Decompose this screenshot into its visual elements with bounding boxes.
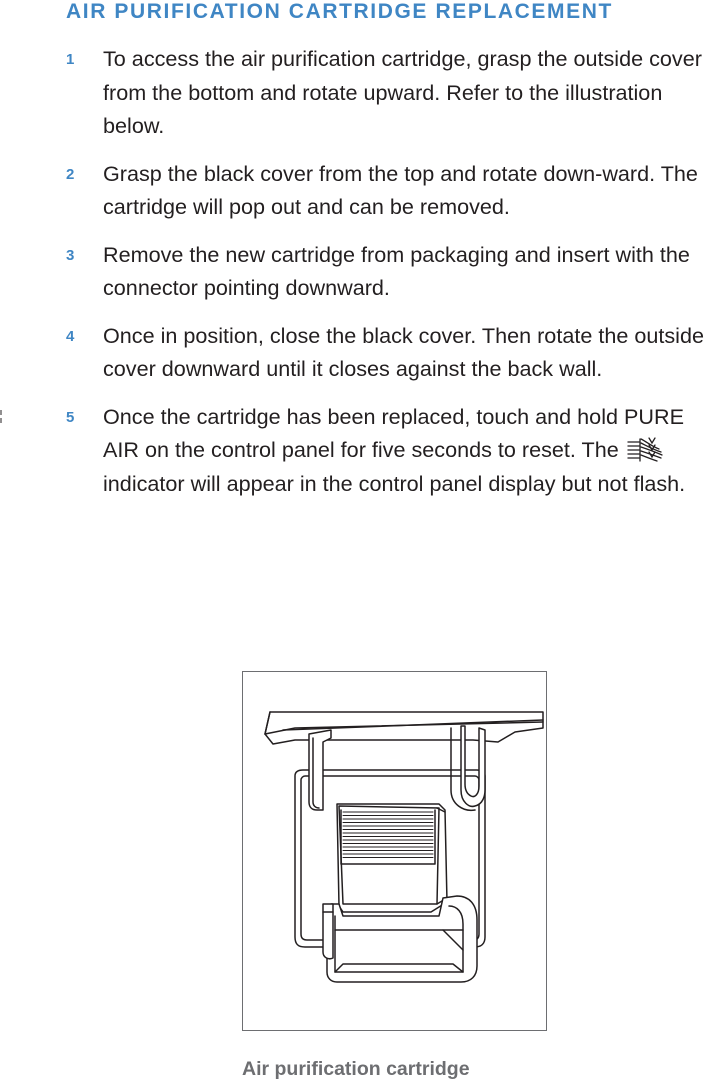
step-item (0, 238, 714, 305)
figure-caption: Air purification cartridge (242, 1058, 470, 1080)
step-number: 1 (66, 51, 75, 68)
instruction-steps (0, 42, 714, 514)
air-purification-cartridge-illustration (243, 672, 546, 1030)
pure-air-indicator-icon (625, 436, 667, 462)
cartridge-illustration-frame (242, 671, 547, 1031)
step-text: Grasp the black cover from the top and rotate down-ward. The cartridge will pop out and can be removed. (103, 160, 698, 219)
step-item (0, 157, 714, 224)
step-text: Remove the new cartridge from packaging and insert with the connector pointing downward. (103, 241, 690, 300)
step-text-before-icon: Once the cartridge has been replaced, touch and hold PURE AIR on the control panel for five seconds to reset. The (103, 403, 684, 462)
step-number: 2 (66, 165, 75, 183)
step-text-after-icon: indicator will appear in the control panel display but not flash. (103, 470, 686, 496)
step-number: 3 (66, 246, 75, 264)
step-number: 4 (66, 327, 75, 345)
step-item (0, 319, 714, 386)
step-text: To access the air purification cartridge, grasp the outside cover from the bottom and rotate upward. Refer to the illustration below. (103, 46, 702, 138)
step-item (0, 400, 714, 501)
step-text: Once in position, close the black cover. Then rotate the outside cover downward until it closes against the back wall. (103, 322, 704, 381)
section-heading: AIR PURIFICATION CARTRIDGE REPLACEMENT (66, 0, 613, 23)
step-number: 5 (66, 408, 75, 426)
step-item (0, 42, 714, 143)
step-text (103, 400, 710, 501)
